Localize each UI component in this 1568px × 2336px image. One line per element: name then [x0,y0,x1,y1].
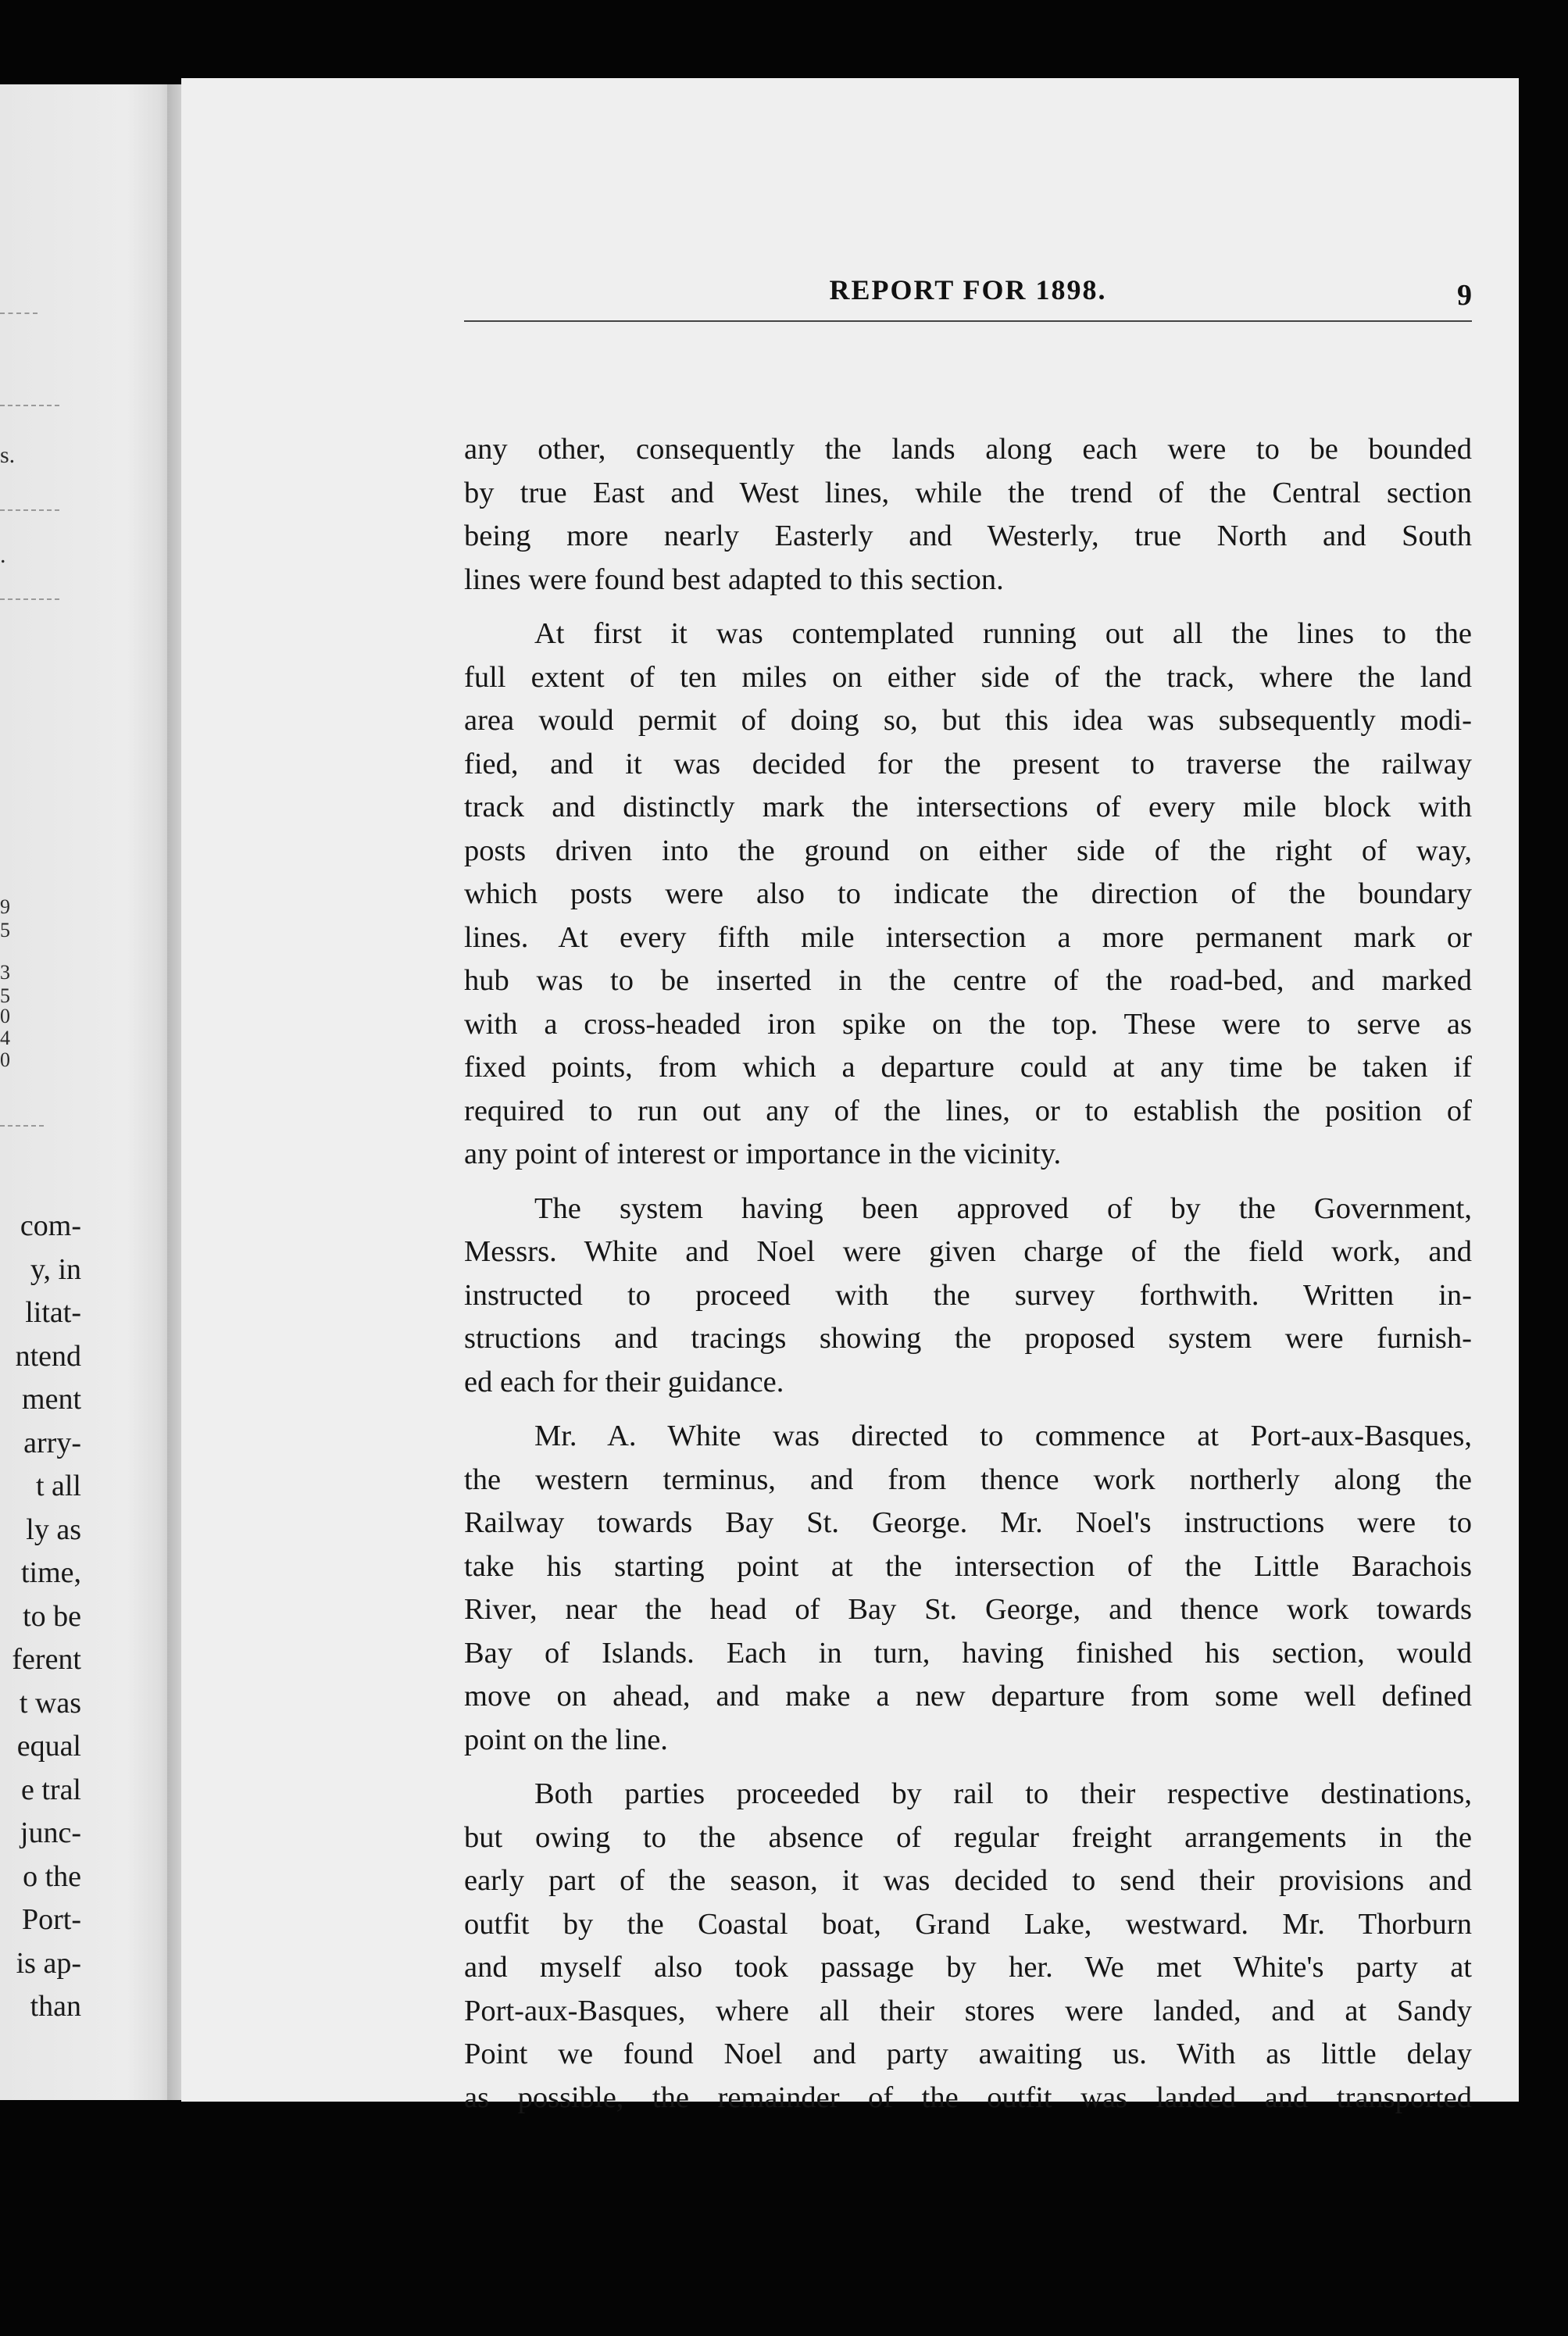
paragraph [464,428,1472,602]
facing-page-line: e tral [20,1773,81,1806]
text-line: Railway towards Bay St. George. Mr. Noel's instructions were to [464,1506,1472,1539]
text-line: Messrs. White and Noel were given charge of the field work, and [464,1235,1472,1268]
facing-page-fragment: 3 [0,961,10,984]
text-line: being more nearly Easterly and Westerly, true North and South [464,520,1472,552]
text-line: fied, and it was decided for the present to traverse the railway [464,747,1472,780]
facing-page-line: t was [19,1686,81,1720]
text-line: hub was to be inserted in the centre of the road-bed, and marked [464,964,1472,997]
text-line: Port-aux-Basques, where all their stores were landed, and at Sandy [464,1994,1472,2027]
paragraph [464,1773,1472,2120]
text-line: point on the line. [464,1723,668,1756]
text-line: full extent of ten miles on either side of the track, where the land [464,660,1472,694]
facing-page-line: ment [22,1383,81,1416]
text-line: early part of the season, it was decided to send their provisions and [464,1864,1472,1897]
facing-page-line: equal [16,1730,81,1763]
facing-page-line: ly as [26,1513,81,1546]
text-line: Point we found Noel and party awaiting us. With as little delay [464,2038,1472,2070]
text-line: which posts were also to indicate the direction of the boundary [464,877,1472,910]
facing-page-line: o the [23,1859,81,1893]
facing-page-text [0,1205,81,2029]
text-line: and myself also took passage by her. We met White's party at [464,1951,1472,1984]
facing-page-fragment: 0 [0,1048,10,1071]
running-header [464,273,1472,322]
text-line: Both parties proceeded by rail to their respective destinations, [534,1777,1472,1810]
report-page [181,78,1519,2114]
text-line: area would permit of doing so, but this idea was subsequently modi- [464,704,1472,737]
facing-page-rule [0,1125,44,1127]
text-line: fixed points, from which a departure could at any time be taken if [464,1051,1472,1084]
text-line: At first it was contemplated running out all the lines to the [534,617,1472,650]
facing-page-line: time, [20,1556,81,1589]
facing-page-rule [0,598,59,600]
text-line: ed each for their guidance. [464,1365,784,1398]
facing-page-fragment: 5 [0,919,10,941]
text-line: Mr. A. White was directed to commence at Port-aux-Basques, [534,1420,1472,1452]
body-text [464,428,1472,2120]
text-line: take his starting point at the intersection of the Little Barachois [464,1549,1472,1583]
facing-page-fragment: 5 [0,984,10,1007]
text-line: any point of interest or importance in the vicinity. [464,1138,1062,1170]
paragraph [464,1188,1472,1405]
text-line: posts driven into the ground on either side of the right of way, [464,834,1472,867]
facing-page-line: ferent [12,1643,81,1676]
paragraph [464,613,1472,1177]
text-line: required to run out any of the lines, or to establish the position of [464,1094,1472,1127]
facing-page-line: Port- [22,1903,81,1936]
facing-page-fragment: . [0,542,6,568]
text-line: lines. At every fifth mile intersection a more permanent mark or [464,920,1472,954]
facing-page-line: y, in [30,1252,81,1286]
facing-page-line: than [30,1990,81,2023]
facing-page-rule [0,313,38,314]
facing-page-line: t all [35,1470,81,1502]
text-line: by true East and West lines, while the trend of the Central section [464,476,1472,509]
facing-page-rule [0,405,59,406]
text-line: any other, consequently the lands along each were to be bounded [464,433,1472,466]
text-line: Bay of Islands. Each in turn, having finished his section, would [464,1636,1472,1670]
text-line: The system having been approved of by the Government, [534,1191,1472,1225]
facing-page-line: litat- [25,1296,81,1329]
text-line: move on ahead, and make a new departure from some well defined [464,1680,1472,1713]
text-line: but owing to the absence of regular freight arrangements in the [464,1820,1472,1854]
facing-page-rule [0,509,59,511]
facing-page-line: is ap- [16,1946,81,1980]
running-header-title: REPORT FOR 1898. [829,274,1107,305]
facing-page-fragment: s. [0,442,16,468]
text-line: structions and tracings showing the proposed system were furnish- [464,1322,1472,1355]
text-line: the western terminus, and from thence work northerly along the [464,1463,1472,1496]
page-number: 9 [1457,279,1472,312]
facing-page-line: arry- [23,1426,81,1459]
paragraph [464,1415,1472,1762]
facing-page-fragment: 4 [0,1027,10,1049]
text-line: track and distinctly mark the intersections of every mile block with [464,791,1472,823]
text-line: outfit by the Coastal boat, Grand Lake, westward. Mr. Thorburn [464,1907,1472,1941]
facing-page-line: junc- [20,1816,81,1849]
text-line: as possible, the remainder of the outfit was landed and transported [464,2081,1472,2114]
facing-page-line: com- [20,1209,81,1242]
text-line: lines were found best adapted to this section. [464,563,1004,596]
facing-page-fragment: 0 [0,1005,10,1027]
facing-page-fragment: 9 [0,895,10,918]
text-line: with a cross-headed iron spike on the top. These were to serve as [464,1007,1472,1041]
facing-page-line: ntend [15,1339,81,1373]
text-line: instructed to proceed with the survey forthwith. Written in- [464,1278,1472,1312]
text-line: River, near the head of Bay St. George, and thence work towards [464,1593,1472,1626]
facing-page-line: to be [23,1599,81,1633]
